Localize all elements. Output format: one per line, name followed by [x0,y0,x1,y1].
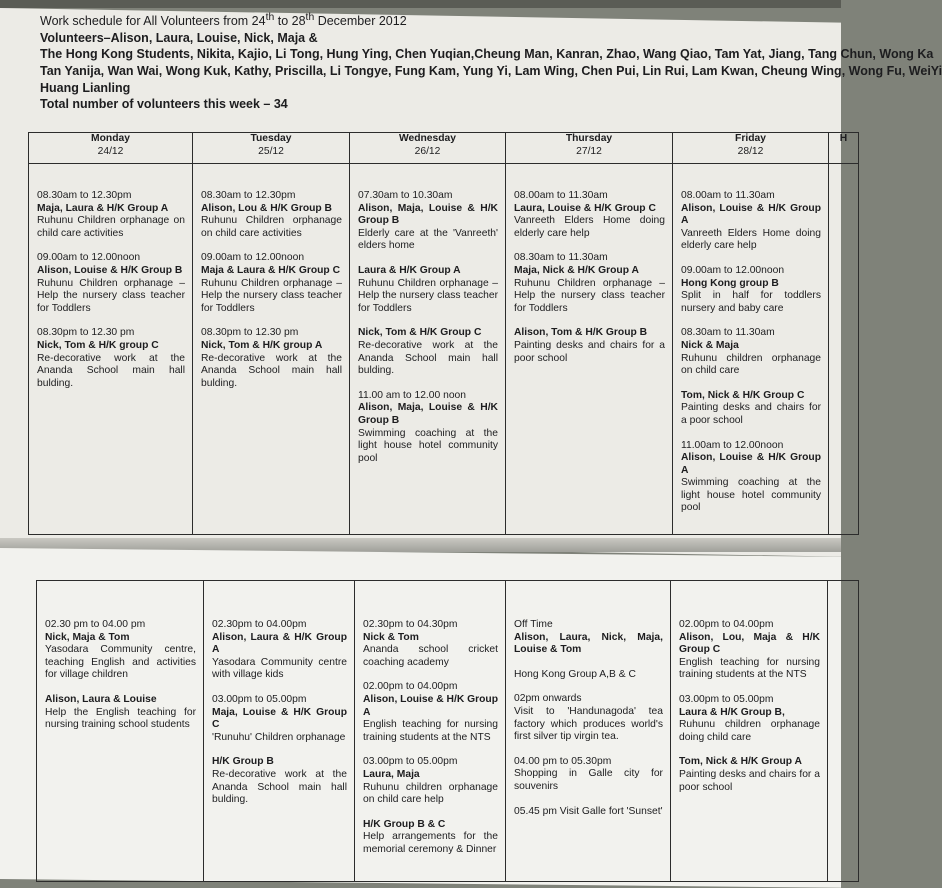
entry-assignees: Alison, Louise & H/K Group B [37,264,183,276]
entry-assignees: Nick, Maja & Tom [45,631,130,643]
entry-time: 09.00am to 12.00noon [201,252,305,264]
day-header-cutoff: H [829,133,859,164]
schedule-entry [355,819,505,857]
entry-assignees: Laura & H/K Group B, [679,706,785,718]
entry-time: Off Time [514,619,553,630]
day-header-friday: Friday 28/12 [673,133,829,164]
day-header-row [29,133,859,164]
entry-assignees: Alison, Louise & H/K Group A [363,693,499,718]
entry-time: 04.00 pm to 05.30pm [514,755,612,767]
entry-activity: Yasodara Community centre with village kids [212,656,347,681]
students-line-1: The Hong Kong Students, Nikita, Kajio, Li Tong, Hung Ying, Chen Yuqian,Cheung Man, Kanran, Zhao, Wang Qiao, Tam Yat, Jiang, Tang Chun, Wong Ka [40,47,934,62]
entry-activity: English teaching for nursing training students at the NTS [363,719,498,743]
cell-top-spacer [355,581,505,619]
schedule-entry [671,694,827,744]
cell-top-spacer [193,164,349,190]
schedule-cell-empty [828,581,859,882]
entry-activity: Painting desks and chairs for a poor school [681,402,821,426]
entry-assignees: Nick & Tom [363,631,419,643]
entry-time: 07.30am to 10.30am [358,190,453,201]
schedule-cell [506,164,673,535]
entry-assignees: Alison, Maja, Louise & H/K Group B [358,402,498,426]
entry-activity: Re-decorative work at the Ananda School main hall bulding. [37,352,185,389]
day-header-thursday: Thursday 27/12 [506,133,673,164]
entry-time: 08.00am to 11.30am [681,190,775,201]
entry-activity: Vanreeth Elders Home doing elderly care help [681,227,821,252]
schedule-cell [37,581,204,882]
entry-activity: Ruhunu Children orphanage – Help the nursery class teacher for Toddlers [201,277,342,314]
entry-time: 02.00pm to 04.00pm [679,619,774,630]
schedule-entry [355,619,505,669]
entry-time: 08.30am to 12.30pm [201,190,296,201]
entry-activity: Ruhunu Children orphanage – Help the nursery class teacher for Toddlers [37,277,185,314]
schedule-entry [671,619,827,682]
entry-assignees: Alison, Laura & H/K Group A [212,631,347,656]
entry-assignees: Alison, Laura & Louise [45,693,157,705]
entry-assignees: Nick, Tom & H/K Group C [358,327,482,339]
entry-time: 08.30am to 11.30am [514,252,608,264]
entry-time: 05.45 pm Visit Galle fort 'Sunset' [514,805,663,817]
entry-activity: Swimming coaching at the light house hotel community pool [681,477,821,514]
entry-activity: Swimming coaching at the light house hotel community pool [358,427,498,464]
schedule-entry [673,327,828,377]
schedule-entry [506,619,670,657]
schedule-entry [673,190,828,253]
entry-activity: Vanreeth Elders Home doing elderly care help [514,215,665,239]
schedule-entry [193,327,349,390]
entry-activity: Re-decorative work at the Ananda School main hall bulding. [201,352,342,389]
entry-time: 03.00pm to 05.00pm [212,693,307,705]
entry-activity: Ruhunu children orphanage on child care [681,352,821,377]
schedule-entry [506,252,672,315]
students-line-3: Huang Lianling [40,80,131,95]
entry-time: 02.00pm to 04.00pm [363,681,458,693]
total-volunteers: Total number of volunteers this week – 34 [40,97,288,112]
schedule-table-afternoon [36,580,859,882]
entry-assignees: Maja, Louise & H/K Group C [212,706,347,731]
entry-activity: Ruhunu Children orphanage – Help the nursery class teacher for Toddlers [358,277,498,314]
entry-assignees: Alison, Lou & H/K Group B [201,202,332,214]
schedule-cell [506,581,671,882]
schedule-entry [350,190,505,253]
schedule-entry [673,440,828,516]
entry-assignees: Alison, Louise & H/K Group A [681,202,821,227]
entry-activity: Split in half for toddlers nursery and baby care [681,290,821,314]
entry-time: 02.30pm to 04.00pm [212,619,307,630]
schedule-entry [355,681,505,744]
entry-assignees: Laura, Louise & H/K Group C [514,202,656,214]
entry-activity: Elderly care at the 'Vanreeth' elders home [358,227,498,252]
entry-time: 11.00 am to 12.00 noon [358,389,467,401]
schedule-cell [204,581,355,882]
schedule-cell [350,164,506,535]
schedule-entry [506,806,670,819]
schedule-entry [355,756,505,806]
entry-activity: Ruhunu children orphanage doing child care [679,719,820,743]
entry-assignees: Alison, Tom & H/K Group B [514,327,648,339]
schedule-entry [506,693,670,743]
schedule-entry [204,756,354,806]
schedule-entry [350,265,505,315]
entry-time: 02.30pm to 04.30pm [363,619,458,630]
entry-activity: Ruhunu Children orphanage on child care activities [201,215,342,239]
cell-top-spacer [37,581,203,619]
entry-assignees: Alison, Maja, Louise & H/K Group B [358,202,498,227]
entry-assignees: Alison, Lou, Maja & H/K Group C [679,631,820,656]
schedule-entry [673,265,828,315]
schedule-entry [350,327,505,377]
day-header-monday: Monday 24/12 [29,133,193,164]
entry-activity: Yasodara Community centre, teaching English and activities for village children [45,644,196,681]
schedule-entry [350,390,505,466]
entry-time: 08.00am to 11.30am [514,190,608,201]
entry-activity: Ruhunu Children orphanage – Help the nursery class teacher for Toddlers [514,277,665,314]
entry-assignees: Alison, Laura, Nick, Maja, Louise & Tom [514,631,663,656]
entry-time: 02pm onwards [514,693,582,705]
schedule-entry [29,327,192,390]
schedule-row-afternoon [37,581,859,882]
schedule-entry [204,619,354,682]
entry-assignees: Nick, Tom & H/K group C [37,339,159,351]
entry-time: 09.00am to 12.00noon [37,252,141,264]
schedule-cell [355,581,506,882]
schedule-entry [506,327,672,365]
entry-assignees: Tom, Nick & H/K Group A [679,756,802,768]
schedule-entry [506,190,672,240]
schedule-title: Work schedule for All Volunteers from 24th to 28th December 2012 [40,12,407,29]
cell-top-spacer [506,581,670,619]
entry-activity: Ruhunu children orphanage on child care help [363,781,498,806]
entry-time: 08.30pm to 12.30 pm [201,327,299,339]
entry-assignees: Nick & Maja [681,339,739,351]
entry-activity: Re-decorative work at the Ananda School main hall bulding. [358,339,498,377]
schedule-table-morning [28,132,859,535]
entry-time: 08.30am to 12.30pm [37,190,132,201]
entry-activity: Painting desks and chairs for a poor school [514,339,665,364]
entry-time: 02.30 pm to 04.00 pm [45,619,146,630]
entry-assignees: Nick, Tom & H/K group A [201,339,323,351]
entry-time: 11.00am to 12.00noon [681,439,784,451]
entry-assignees: Alison, Louise & H/K Group A [681,452,821,476]
day-header-tuesday: Tuesday 25/12 [193,133,350,164]
entry-activity: Shopping in Galle city for souvenirs [514,768,663,792]
entry-time: 08.30am to 11.30am [681,327,775,339]
entry-time: 03.00pm to 05.00pm [363,756,458,768]
entry-activity: Help arrangements for the memorial ceremony & Dinner [363,831,498,855]
schedule-entry [673,390,828,428]
schedule-entry [29,252,192,315]
entry-assignees: Laura & H/K Group A [358,264,461,276]
cell-top-spacer [29,164,192,190]
document-header [40,10,942,113]
entry-time: 09.00am to 12.00noon [681,264,785,276]
volunteers-line: Volunteers–Alison, Laura, Louise, Nick, Maja & [40,30,318,45]
schedule-entry [29,190,192,240]
students-line-2: Tan Yanija, Wan Wai, Wong Kuk, Kathy, Priscilla, Li Tongye, Fung Kam, Yung Yi, Lam Wing, Chen Pui, Lin Rui, Lam Kwan, Cheung Wing, Wong Fu, WeiYi [40,63,942,78]
entry-activity: Re-decorative work at the Ananda School main hall bulding. [212,768,347,806]
entry-assignees: Maja & Laura & H/K Group C [201,264,341,276]
schedule-cell [671,581,828,882]
schedule-entry [37,694,203,732]
entry-activity: Ruhunu Children orphanage on child care activities [37,215,185,239]
entry-time: 03.00pm to 05.00pm [679,693,774,705]
entry-assignees: Maja, Nick & H/K Group A [514,264,639,276]
entry-activity: Help the English teaching for nursing training school students [45,706,196,731]
schedule-row-morning [29,164,859,535]
cell-top-spacer [506,164,672,190]
cell-top-spacer [673,164,828,190]
schedule-entry [193,252,349,315]
entry-assignees: Hong Kong group B [681,277,779,289]
entry-activity: English teaching for nursing training students at the NTS [679,656,820,681]
entry-assignees: H/K Group B [212,756,274,768]
entry-time: 08.30pm to 12.30 pm [37,327,135,339]
schedule-cell-empty [829,164,859,535]
schedule-entry [506,756,670,794]
schedule-entry [193,190,349,240]
cell-top-spacer [350,164,505,190]
entry-assignees: H/K Group B & C [363,818,446,830]
day-header-wednesday: Wednesday 26/12 [350,133,506,164]
background-band [0,0,841,8]
entry-assignees: Maja, Laura & H/K Group A [37,202,169,214]
entry-activity: Painting desks and chairs for a poor school [679,768,820,793]
cell-top-spacer [671,581,827,619]
schedule-cell [673,164,829,535]
schedule-entry [671,756,827,794]
schedule-entry [204,694,354,744]
schedule-cell [29,164,193,535]
entry-activity: Visit to 'Handunagoda' tea factory which produces world's first silver tip virgin tea. [514,705,663,743]
entry-activity: 'Runuhu' Children orphanage [212,731,346,743]
schedule-entry [506,669,670,682]
schedule-cell [193,164,350,535]
entry-time: Hong Kong Group A,B & C [514,668,636,680]
entry-activity: Ananda school cricket coaching academy [363,644,498,668]
entry-assignees: Laura, Maja [363,768,420,780]
cell-top-spacer [204,581,354,619]
entry-assignees: Tom, Nick & H/K Group C [681,389,805,401]
schedule-entry [37,619,203,682]
